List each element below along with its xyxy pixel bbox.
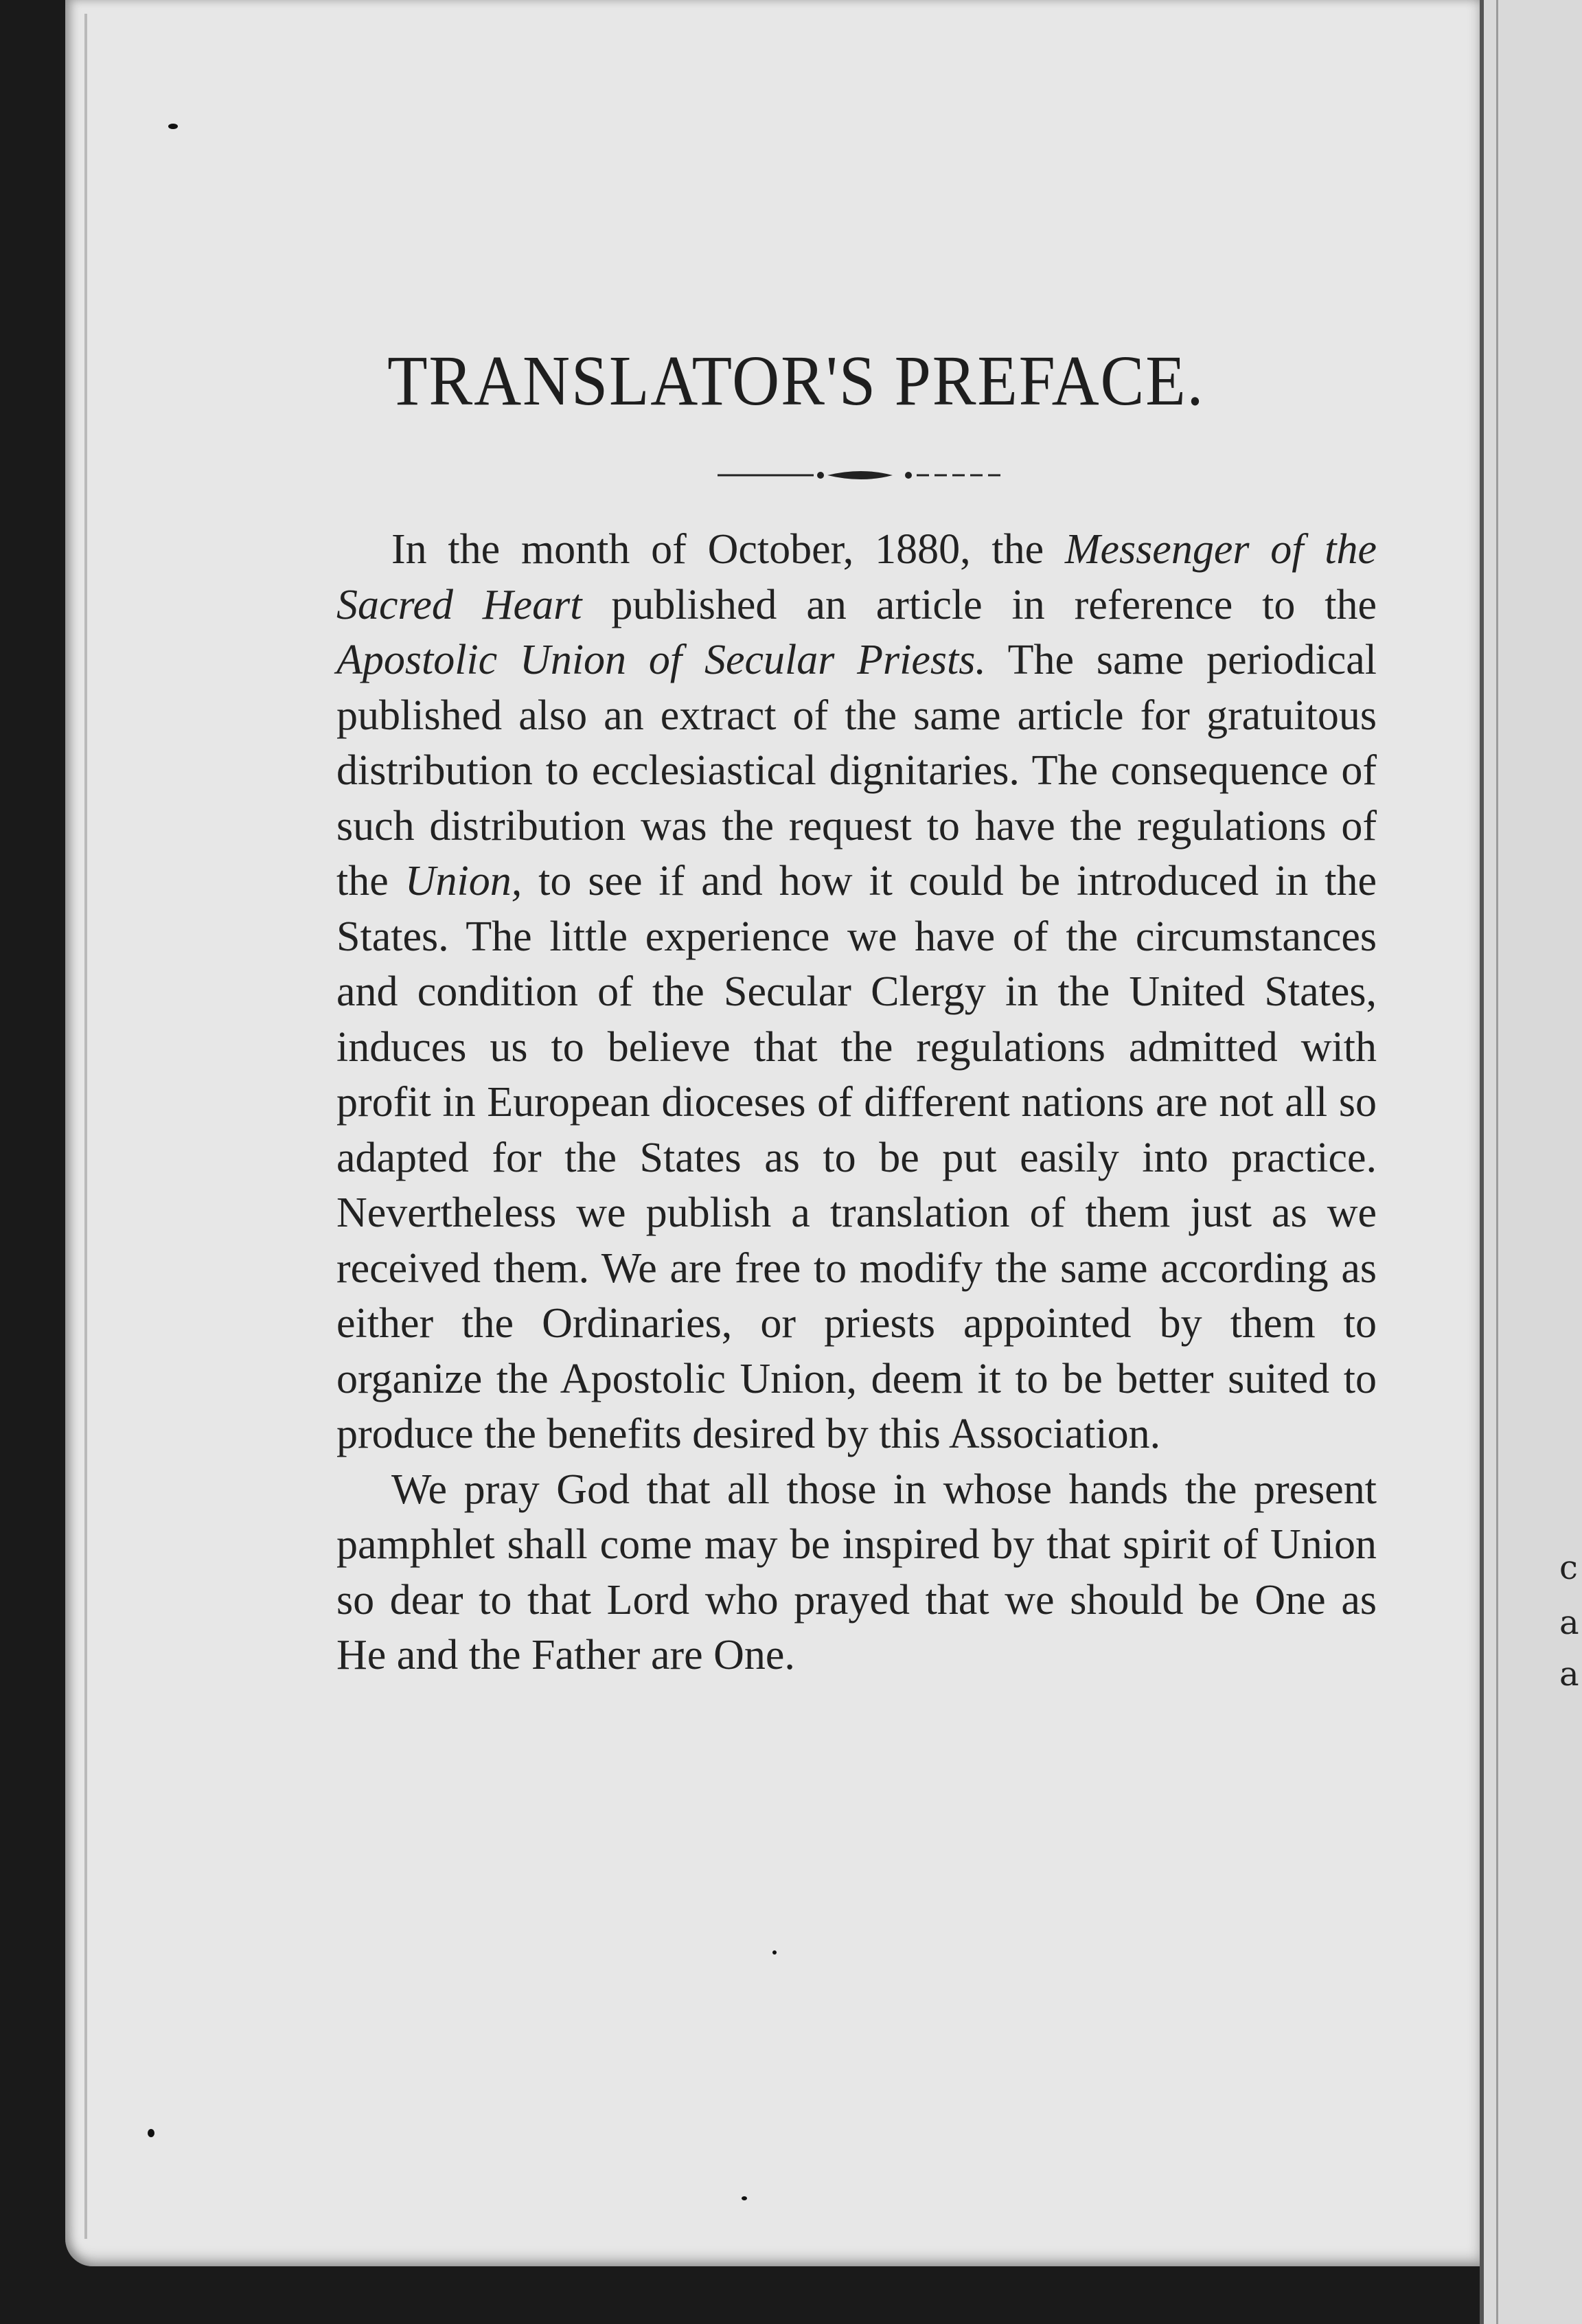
paragraph-1-text: In the month of October, 1880, the (391, 526, 1065, 573)
paragraph-1-text: to see if and how it could be introduced in the States. The little experience we have of the circumstances and condition of the Secular Clergy in the United States, induces us to believe that the regulations admitted with profit in European dioceses of different nations are not all so adapted for the States as to be put easily into practice. Nevertheless we publish a translation of them just as we received them. We are free to modify the same according as either the Ordinaries, or priests appointed by them to organize the Apostolic Union, deem it to be better suited to produce the benefits desired by this Association. (336, 858, 1377, 1457)
italic-title-messenger: Messenger of the Sacred Heart (336, 526, 1377, 628)
ink-speck (742, 2196, 747, 2200)
paragraph-1-text: published an article in reference to the (582, 581, 1377, 628)
paragraph-1 (336, 522, 1377, 1462)
ink-speck (168, 124, 178, 129)
page-title: TRANSLATOR'S PREFACE. (387, 341, 1205, 420)
ink-speck (772, 1950, 777, 1955)
facing-page-glyph: a (1559, 1655, 1579, 1694)
preface-body (336, 522, 1377, 1683)
title-ornament-divider (718, 462, 1006, 489)
ink-speck (148, 2129, 154, 2137)
paragraph-2: We pray God that all those in whose hands the present pamphlet shall come may be inspired by that spirit of Union so dear to that Lord who prayed that we should be One as He and the Father are One. (336, 1466, 1377, 1678)
italic-union: Union, (404, 858, 523, 904)
italic-title-apostolic-union: Apostolic Union of Secular Priests. (336, 637, 986, 683)
facing-page-glyph: a (1559, 1604, 1579, 1642)
facing-page-glyph: c (1559, 1549, 1578, 1587)
paragraph-1-text: The same periodical published also an extract of the same article for gratuitous distribution to ecclesiastical dignitaries. The consequence of such distribution was the request to have the regulations of the (336, 637, 1377, 904)
